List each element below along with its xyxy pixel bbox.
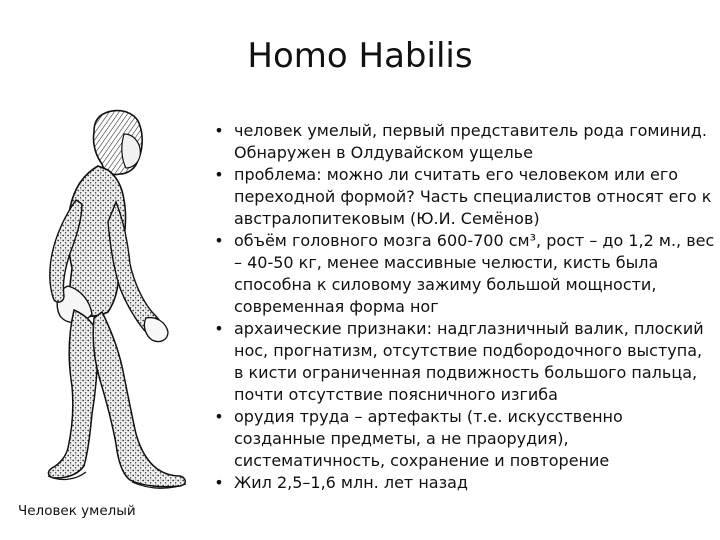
bullet-dot-icon: •	[214, 231, 224, 250]
bullet-text: Жил 2,5–1,6 млн. лет назад	[234, 473, 468, 492]
bullet-dot-icon: •	[214, 121, 224, 140]
bullet-dot-icon: •	[214, 473, 224, 492]
bullet-text: архаические признаки: надглазничный валик, плоский нос, прогнатизм, отсутствие подбородочного выступа, в кисти ограниченная подвижность большого пальца, почти отсутствие поясничного изгиба	[234, 319, 704, 404]
slide-title: Homo Habilis	[247, 36, 473, 76]
bullet-item	[212, 406, 716, 472]
bullet-text: орудия труда – артефакты (т.е. искусственно созданные предметы, а не праорудия), систематичность, сохранение и повторение	[234, 407, 623, 470]
bullet-dot-icon: •	[214, 319, 224, 338]
bullet-item	[212, 120, 716, 164]
bullet-dot-icon: •	[214, 165, 224, 184]
bullet-text: человек умелый, первый представитель рода гоминид. Обнаружен в Олдувайском ущелье	[234, 121, 707, 162]
bullet-text: объём головного мозга 600-700 см³, рост – до 1,2 м., вес – 40-50 кг, менее массивные челюсти, кисть была способна к силовому зажиму большой мощности, современная форма ног	[234, 231, 715, 316]
bullet-item	[212, 472, 716, 494]
bullet-text: проблема: можно ли считать его человеком или его переходной формой? Часть специалистов относят его к австралопитековым (Ю.И. Семёнов)	[234, 165, 712, 228]
bullet-dot-icon: •	[214, 407, 224, 426]
bullet-list	[212, 120, 716, 494]
figure-caption: Человек умелый	[18, 503, 136, 519]
bullet-item	[212, 318, 716, 406]
bullet-item	[212, 164, 716, 230]
hominin-illustration	[12, 104, 198, 494]
bullet-item	[212, 230, 716, 318]
